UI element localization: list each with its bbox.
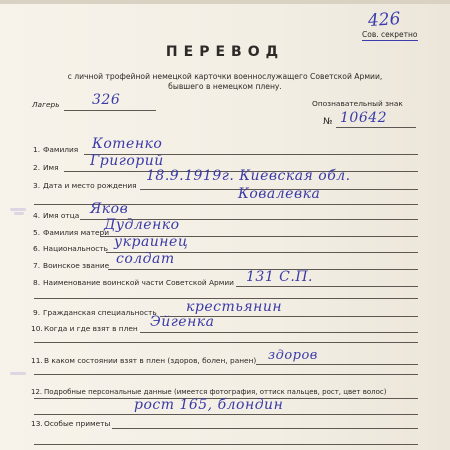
document-title: ПЕРЕВОД bbox=[165, 44, 285, 60]
field-5-label: Фамилия матери bbox=[43, 228, 110, 237]
field-10-value: Эйгенка bbox=[150, 314, 215, 330]
field-2-value: Григорий bbox=[90, 153, 164, 169]
field-8-underline bbox=[236, 286, 418, 287]
field-13-underline bbox=[112, 428, 418, 429]
field-8-number: 8. bbox=[33, 278, 41, 287]
field-10-label: Когда и где взят в плен bbox=[44, 324, 138, 333]
field-9-label: Гражданская специальность bbox=[43, 308, 157, 317]
field-11-label: В каком состоянии взят в плен (здоров, болен, ранен) bbox=[44, 356, 257, 365]
field-11-value: здоров bbox=[268, 348, 318, 363]
field-6-number: 6. bbox=[33, 244, 41, 253]
field-4-label: Имя отца bbox=[43, 211, 80, 220]
field-2-number: 2. bbox=[33, 163, 41, 172]
field-8-label: Наименование воинской части Советской Армии bbox=[43, 278, 234, 287]
classification-underline bbox=[362, 40, 418, 41]
handwritten-file-number: 426 bbox=[367, 8, 402, 32]
field-13-underline-2 bbox=[34, 444, 418, 445]
document-subtitle-line1: с личной трофейной немецкой карточки военнослужащего Советской Армии, bbox=[67, 72, 383, 81]
field-12-label: Подробные персональные данные (имеется фотография, оттиск пальцев, рост, цвет волос) bbox=[44, 388, 387, 396]
field-8-value: 131 С.П. bbox=[246, 269, 313, 285]
field-13-number: 13. bbox=[31, 419, 43, 428]
field-1-label: Фамилия bbox=[43, 145, 79, 154]
camp-label: Лагерь bbox=[32, 100, 60, 109]
identity-tag-value: 10642 bbox=[340, 110, 388, 126]
field-6-value: украинец bbox=[114, 234, 189, 250]
field-6-label: Национальность bbox=[43, 244, 108, 253]
field-12-underline-2 bbox=[34, 414, 418, 415]
field-10-underline-2 bbox=[34, 342, 418, 343]
field-9-number: 9. bbox=[33, 308, 41, 317]
camp-value: 326 bbox=[92, 92, 121, 108]
field-1-value: Котенко bbox=[92, 136, 163, 152]
field-9-value: крестьянин bbox=[186, 299, 283, 315]
classification-stamp: Сов. секретно bbox=[362, 30, 418, 39]
field-5-number: 5. bbox=[33, 228, 41, 237]
field-4-value: Яков bbox=[90, 201, 129, 217]
field-7-label: Воинское звание bbox=[43, 261, 110, 270]
document-subtitle-line2: бывшего в немецком плену. bbox=[168, 82, 282, 91]
identity-tag-label: Опознавательный знак bbox=[312, 99, 403, 108]
field-11-underline-2 bbox=[34, 374, 418, 375]
field-3-label: Дата и место рождения bbox=[43, 181, 137, 190]
field-10-underline bbox=[140, 332, 418, 333]
field-12-number: 12. bbox=[31, 388, 43, 396]
field-3-value-line2: Ковалевка bbox=[238, 186, 321, 202]
margin-mark bbox=[14, 212, 24, 215]
field-3-value: 18.9.1919г. Киевская обл. bbox=[146, 168, 351, 184]
field-2-label: Имя bbox=[43, 163, 59, 172]
margin-mark bbox=[10, 208, 26, 211]
field-10-number: 10. bbox=[31, 324, 43, 333]
margin-mark bbox=[10, 372, 26, 375]
identity-tag-prefix: № bbox=[323, 117, 333, 127]
field-5-value: Дудленко bbox=[104, 217, 180, 233]
field-3-number: 3. bbox=[33, 181, 41, 190]
identity-tag-underline bbox=[336, 127, 416, 128]
camp-underline bbox=[64, 110, 156, 111]
field-4-number: 4. bbox=[33, 211, 41, 220]
field-11-number: 11. bbox=[31, 356, 43, 365]
field-11-underline bbox=[256, 364, 418, 365]
field-7-number: 7. bbox=[33, 261, 41, 270]
page-edge bbox=[0, 0, 450, 4]
field-12-value: рост 165, блондин bbox=[134, 397, 284, 413]
field-1-number: 1. bbox=[33, 145, 41, 154]
field-13-label: Особые приметы bbox=[44, 419, 111, 428]
field-7-value: солдат bbox=[116, 251, 175, 267]
